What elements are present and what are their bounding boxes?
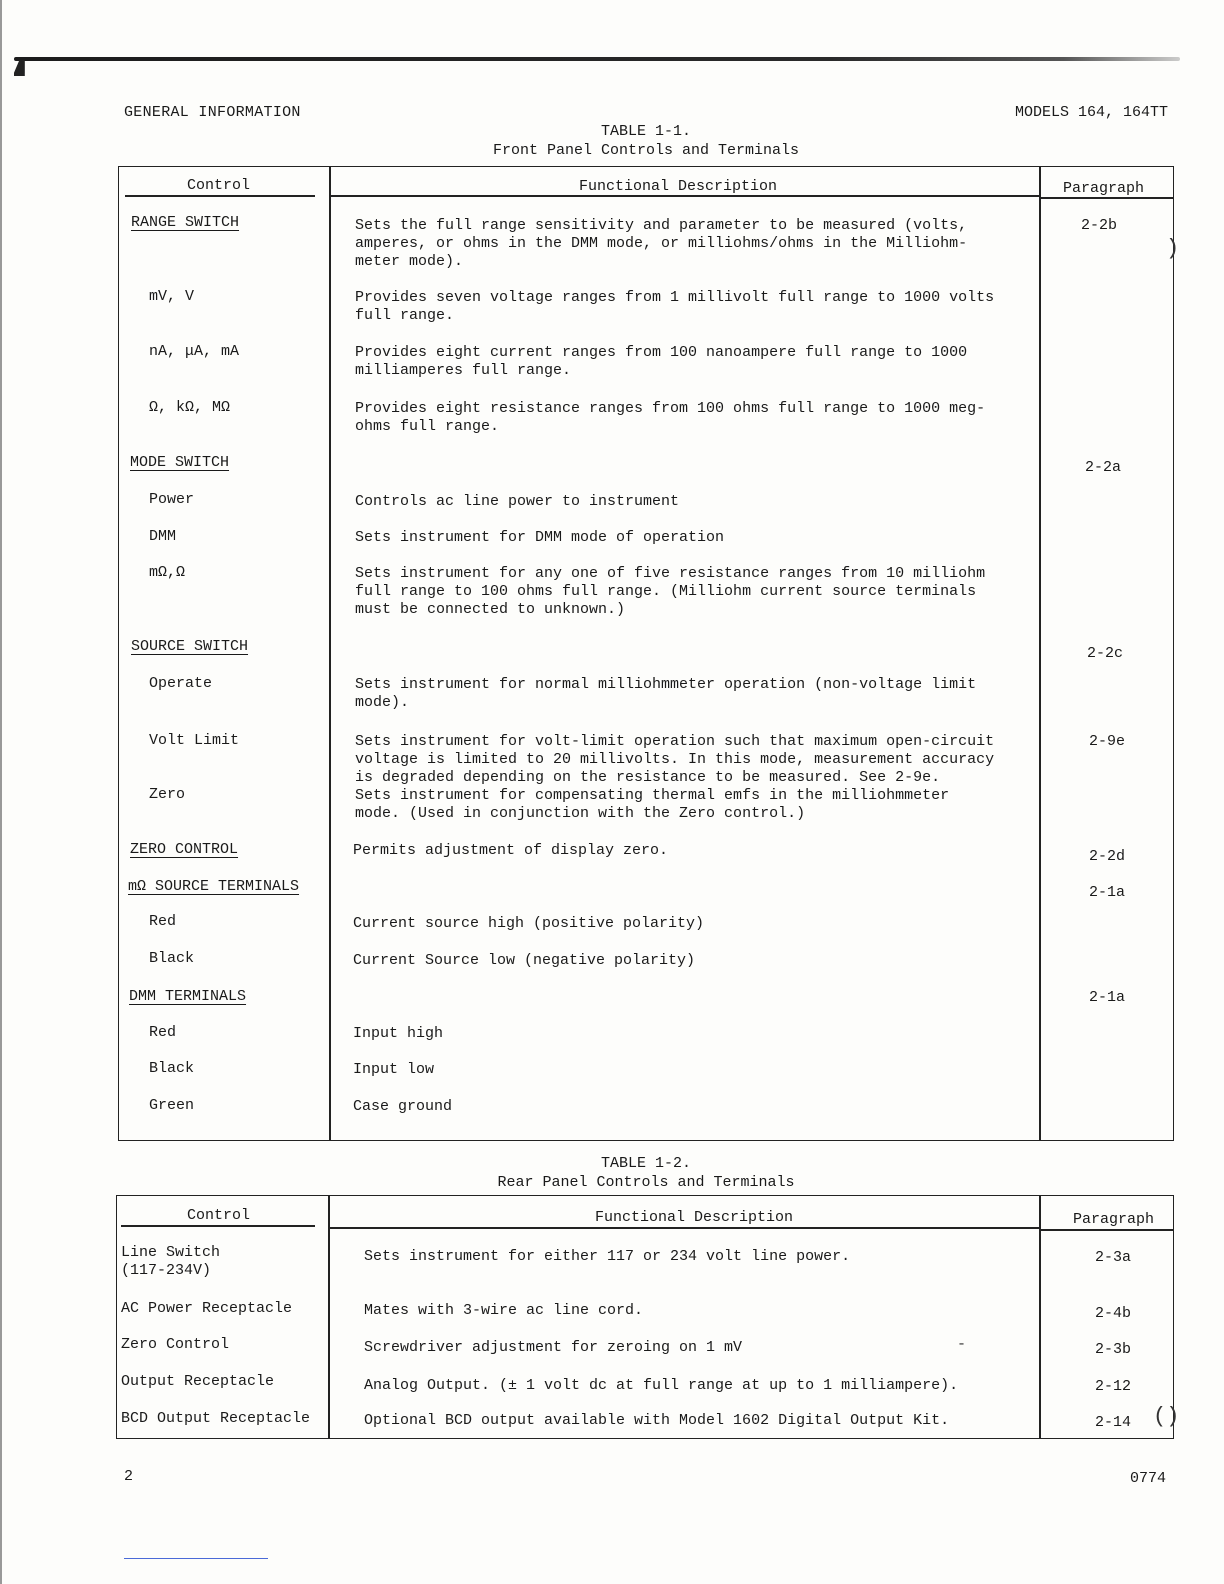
table1-header-rule [329,195,1039,197]
table1-control: MODE SWITCH [130,454,230,471]
table1-col-paragraph: Paragraph [1063,180,1145,197]
table1-description: Sets instrument for compensating thermal emfs in the milliohmmeter mode. (Used in conjunction with the Zero control.) [355,787,950,822]
table2-control: Zero Control [121,1336,230,1353]
table1-paragraph: 2-1a [1089,884,1126,901]
table1-description: Input high [353,1025,444,1042]
table1-control: Operate [149,675,213,692]
table1-paragraph: 2-9e [1089,733,1126,750]
table1-title: Front Panel Controls and Terminals [492,142,800,159]
table1-control: DMM [149,528,177,545]
table1-control: RANGE SWITCH [131,214,240,231]
table1-control: nA, μA, mA [149,343,240,360]
table1-description: Controls ac line power to instrument [355,493,680,510]
scan-top-rule [14,57,1180,61]
table1-description: Case ground [353,1098,453,1115]
table1-paragraph: 2-2a [1085,459,1122,476]
table2-paragraph: 2-4b [1095,1305,1132,1322]
table1-control: Red [149,1024,177,1041]
table2-number: TABLE 1-2. [600,1155,691,1172]
table2 [116,1195,1174,1439]
table1-description: Sets instrument for volt-limit operation such that maximum open-circuit voltage is limited to 20 millivolts. In this mode, measurement accuracy is degraded depending on the resistance to be measured. See 2-9e. [355,733,995,786]
table1-caption [120,122,1172,160]
table2-paragraph: 2-14 [1095,1414,1132,1431]
table2-header-rule [121,1225,315,1227]
table2-paragraph: 2-3a [1095,1249,1132,1266]
table1-description: Permits adjustment of display zero. [353,842,669,859]
table2-title: Rear Panel Controls and Terminals [497,1174,795,1191]
table2-control: Line Switch (117-234V) [121,1244,221,1279]
table1-description: Sets instrument for DMM mode of operation [355,529,725,546]
table1-description: Sets instrument for normal milliohmmeter operation (non-voltage limit mode). [355,676,977,711]
table2-description: Mates with 3-wire ac line cord. [364,1302,644,1319]
table1-description: Provides eight resistance ranges from 100 ohms full range to 1000 meg- ohms full range. [355,400,986,435]
table1-control: Volt Limit [149,732,240,749]
table1-paragraph: 2-2d [1089,848,1126,865]
section-header: GENERAL INFORMATION [124,104,301,121]
table2-description: Analog Output. (± 1 volt dc at full range at up to 1 milliampere). [364,1377,959,1394]
table2-col-control: Control [187,1207,251,1224]
table2-description: Sets instrument for either 117 or 234 volt line power. [364,1248,851,1265]
table2-header-rule [1039,1229,1173,1231]
binder-hole-mark: () [1153,1404,1180,1429]
table1 [118,166,1174,1141]
table2-paragraph: 2-3b [1095,1341,1132,1358]
table1-control: Power [149,491,195,508]
table1-header-rule [125,195,315,197]
table1-control: Green [149,1097,195,1114]
table2-col-divider [328,1196,330,1438]
table1-description: Provides seven voltage ranges from 1 millivolt full range to 1000 volts full range. [355,289,995,324]
table2-col-description: Functional Description [595,1209,794,1226]
table1-control: Ω, kΩ, MΩ [149,399,231,416]
table2-col-divider [1039,1196,1041,1438]
table1-control: Black [149,950,195,967]
table2-description: Screwdriver adjustment for zeroing on 1 mV [364,1339,743,1356]
document-code: 0774 [1129,1470,1166,1487]
table1-description: Sets instrument for any one of five resistance ranges from 10 milliohm full range to 100 ohms full range. (Milliohm current source terminals must be connected to unknown.) [355,565,986,618]
table2-control: Output Receptacle [121,1373,275,1390]
stray-mark: - [957,1336,967,1353]
scan-corner-mark [14,60,32,76]
table1-description: Current Source low (negative polarity) [353,952,696,969]
table1-control: SOURCE SWITCH [131,638,249,655]
table2-description: Optional BCD output available with Model 1602 Digital Output Kit. [364,1412,950,1429]
table1-header-rule [1039,197,1173,199]
table1-paragraph: 2-2c [1087,645,1124,662]
table2-header-rule [328,1227,1039,1229]
table2-control: AC Power Receptacle [121,1300,293,1317]
table1-control: mV, V [149,288,195,305]
table1-description: Current source high (positive polarity) [353,915,705,932]
table2-col-paragraph: Paragraph [1073,1211,1155,1228]
table2-paragraph: 2-12 [1095,1378,1132,1395]
table1-description: Sets the full range sensitivity and parameter to be measured (volts, amperes, or ohms in the DMM mode, or milliohms/ohms in the Milliohm- meter mode). [355,217,968,270]
table2-control: BCD Output Receptacle [121,1410,311,1427]
table1-col-divider [329,167,331,1140]
table1-paragraph: 2-2b [1081,217,1118,234]
table1-number: TABLE 1-1. [600,123,691,140]
table1-col-divider [1039,167,1041,1140]
scan-left-edge [0,0,2,1584]
page-number: 2 [124,1468,134,1485]
footer-rule [124,1558,268,1559]
table1-control: mΩ,Ω [149,564,186,581]
table2-caption [120,1154,1172,1192]
table1-control: Zero [149,786,186,803]
table1-col-description: Functional Description [579,178,778,195]
table1-description: Provides eight current ranges from 100 nanoampere full range to 1000 milliamperes full range. [355,344,968,379]
binder-hole-mark: ) [1166,236,1180,261]
models-header: MODELS 164, 164TT [1014,104,1168,121]
table1-paragraph: 2-1a [1089,989,1126,1006]
table1-description: Input low [353,1061,435,1078]
table1-control: Black [149,1060,195,1077]
table1-control: mΩ SOURCE TERMINALS [128,878,300,895]
table1-control: DMM TERMINALS [129,988,247,1005]
table1-control: ZERO CONTROL [130,841,239,858]
table1-control: Red [149,913,177,930]
table1-col-control: Control [187,177,251,194]
